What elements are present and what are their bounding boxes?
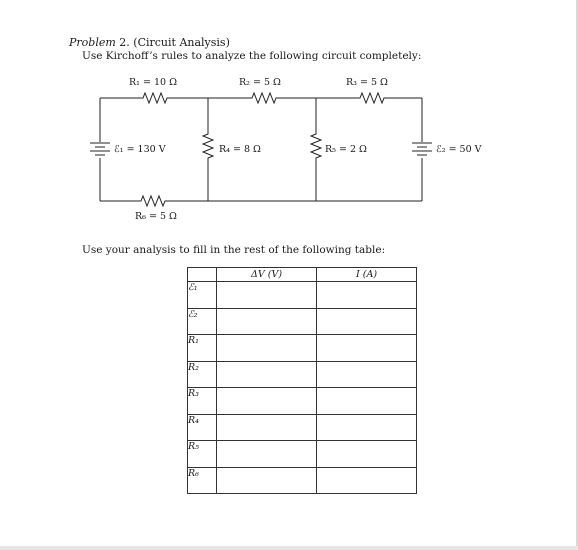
e1-label: ℰ₁ = 130 V bbox=[114, 144, 166, 155]
current-cell[interactable] bbox=[317, 335, 417, 362]
delta-v-cell[interactable] bbox=[217, 467, 317, 494]
r1-label: R₁ = 10 Ω bbox=[129, 77, 177, 88]
r5-label: R₅ = 2 Ω bbox=[325, 144, 367, 155]
header-blank bbox=[188, 268, 217, 282]
delta-v-cell[interactable] bbox=[217, 441, 317, 468]
row-label: ℰ₁ bbox=[188, 282, 217, 309]
table-header-row bbox=[188, 268, 417, 282]
e2-label: ℰ₂ = 50 V bbox=[436, 144, 482, 155]
table-row bbox=[188, 335, 417, 362]
row-label: R₆ bbox=[188, 467, 217, 494]
r6-label: R₆ = 5 Ω bbox=[135, 211, 177, 222]
r5-branch bbox=[311, 98, 321, 201]
row-label: R₅ bbox=[188, 441, 217, 468]
delta-v-cell[interactable] bbox=[217, 308, 317, 335]
current-cell[interactable] bbox=[317, 388, 417, 415]
table-row bbox=[188, 467, 417, 494]
table-row bbox=[188, 414, 417, 441]
row-label: R₂ bbox=[188, 361, 217, 388]
problem-label: Problem bbox=[69, 36, 116, 49]
fill-instruction: Use your analysis to fill in the rest of the following table: bbox=[82, 244, 386, 256]
current-cell[interactable] bbox=[317, 282, 417, 309]
current-cell[interactable] bbox=[317, 361, 417, 388]
r3-label: R₃ = 5 Ω bbox=[346, 77, 388, 88]
problem-title: 2. (Circuit Analysis) bbox=[119, 36, 230, 49]
current-cell[interactable] bbox=[317, 467, 417, 494]
header-delta-v: ΔV (V) bbox=[217, 268, 317, 282]
r2-label: R₂ = 5 Ω bbox=[239, 77, 281, 88]
problem-intro: Use Kirchoff’s rules to analyze the following circuit completely: bbox=[82, 50, 422, 62]
window-edge-bottom bbox=[0, 546, 578, 550]
table-row bbox=[188, 282, 417, 309]
circuit-diagram bbox=[0, 0, 578, 240]
current-cell[interactable] bbox=[317, 414, 417, 441]
delta-v-cell[interactable] bbox=[217, 414, 317, 441]
row-label: R₁ bbox=[188, 335, 217, 362]
table-row bbox=[188, 361, 417, 388]
answer-table bbox=[187, 267, 417, 494]
table-row bbox=[188, 388, 417, 415]
delta-v-cell[interactable] bbox=[217, 361, 317, 388]
row-label: ℰ₂ bbox=[188, 308, 217, 335]
bottom-wire bbox=[100, 196, 422, 206]
table-row bbox=[188, 441, 417, 468]
table-row bbox=[188, 308, 417, 335]
delta-v-cell[interactable] bbox=[217, 282, 317, 309]
header-current: I (A) bbox=[317, 268, 417, 282]
battery-e1-symbol bbox=[90, 143, 110, 155]
r4-branch bbox=[203, 98, 213, 201]
current-cell[interactable] bbox=[317, 308, 417, 335]
r4-label: R₄ = 8 Ω bbox=[219, 144, 261, 155]
battery-e2-symbol bbox=[412, 143, 432, 155]
delta-v-cell[interactable] bbox=[217, 388, 317, 415]
row-label: R₄ bbox=[188, 414, 217, 441]
current-cell[interactable] bbox=[317, 441, 417, 468]
delta-v-cell[interactable] bbox=[217, 335, 317, 362]
top-wire bbox=[100, 93, 422, 103]
row-label: R₃ bbox=[188, 388, 217, 415]
